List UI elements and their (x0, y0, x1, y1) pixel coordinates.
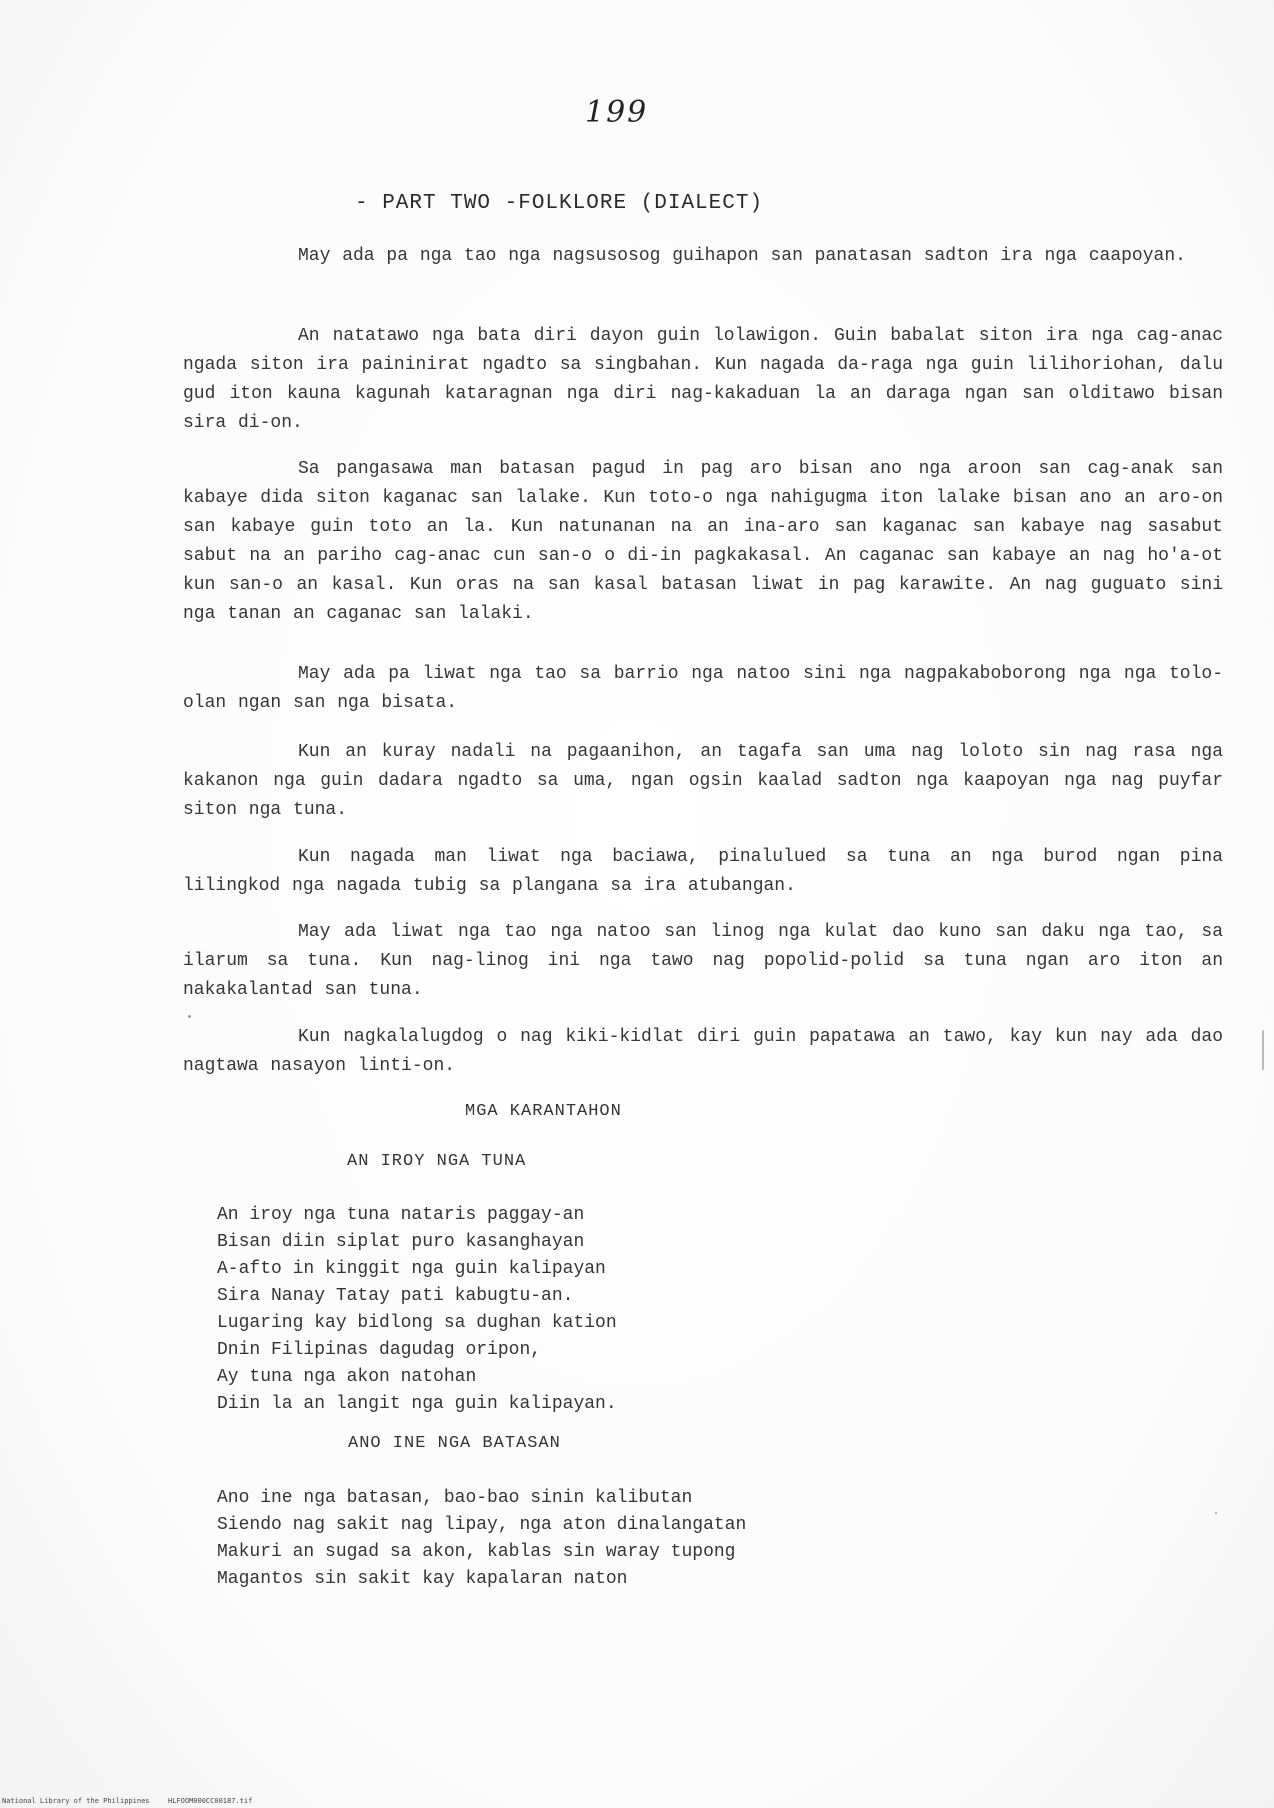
song-lyrics (217, 1202, 617, 1418)
lyric-line: Siendo nag sakit nag lipay, nga aton dinalangatan (217, 1515, 747, 1535)
paragraph: Kun an kuray nadali na pagaanihon, an tagafa san uma nag loloto sin nag rasa nga kakanon nga guin dadara ngadto sa uma, ngan ogsin kaalad sadton nga kaapoyan nga nag puyfar siton nga tuna. (183, 742, 1223, 820)
song-title: ANO INE NGA BATASAN (348, 1434, 561, 1453)
paragraph: Sa pangasawa man batasan pagud in pag aro bisan ano nga aroon san cag-anak san kabaye dida siton kaganac san lalake. Kun toto-o nga nahigugma iton lalake bisan ano an aro-on san kabaye guin toto an la. Kun natunanan na an ina-aro san kaganac san kabaye nag sasabut sabut na an pariho cag-anac cun san-o o di-in pagkakasal. An caganac san kabaye an nag ho'a-ot kun san-o an kasal. Kun oras na san kasal batasan liwat in pag karawite. An nag guguato sini nga tanan an caganac san lalaki. (183, 459, 1223, 624)
lyric-line: Magantos sin sakit kay kapalaran naton (217, 1569, 628, 1589)
scan-speck (188, 1015, 191, 1018)
lyric-line: An iroy nga tuna nataris paggay-an (217, 1205, 585, 1225)
page-number: 199 (585, 95, 649, 130)
song-title: AN IROY NGA TUNA (347, 1152, 527, 1171)
scan-speck (1215, 1512, 1217, 1514)
lyric-line: Sira Nanay Tatay pati kabugtu-an. (217, 1286, 574, 1306)
footer-file-id: HLFOOM000CC00187.tif (168, 1797, 253, 1805)
lyric-line: Ay tuna nga akon natohan (217, 1367, 477, 1387)
song-lyrics (217, 1485, 746, 1593)
paragraph: May ada pa liwat nga tao sa barrio nga natoo sini nga nagpakaboborong nga nga tolo-olan ngan san nga bisata. (183, 664, 1223, 713)
paragraph: An natatawo nga bata diri dayon guin lolawigon. Guin babalat siton ira nga cag-anac ngada siton ira paininirat ngadto sa singbahan. Kun nagada da-raga nga guin lilihoriohan, dalu gud iton kauna kagunah kataragnan nga diri nag-kakaduan la an daraga ngan san olditawo bisan sira di-on. (183, 326, 1223, 433)
lyric-line: Diin la an langit nga guin kalipayan. (217, 1394, 617, 1414)
lyric-line: Dnin Filipinas dagudag oripon, (217, 1340, 542, 1360)
paragraph: Kun nagada man liwat nga baciawa, pinalulued sa tuna an nga burod ngan pina lilingkod nga nagada tubig sa plangana sa ira atubangan. (183, 847, 1223, 896)
page-heading: - PART TWO -FOLKLORE (DIALECT) (355, 192, 764, 215)
lyric-line: Bisan diin siplat puro kasanghayan (217, 1232, 585, 1252)
lyric-line: Makuri an sugad sa akon, kablas sin waray tupong (217, 1542, 736, 1562)
paragraph: May ada pa nga tao nga nagsusosog guihapon san panatasan sadton ira nga caapoyan. (298, 246, 1186, 266)
paragraph: May ada liwat nga tao nga natoo san linog nga kulat dao kuno san daku nga tao, sa ilarum sa tuna. Kun nag-linog ini nga tawo nag popolid-polid sa tuna ngan aro iton an nakakalantad san tuna. (183, 922, 1223, 1000)
section-title: MGA KARANTAHON (465, 1102, 622, 1121)
lyric-line: Lugaring kay bidlong sa dughan kation (217, 1313, 617, 1333)
lyric-line: A-afto in kinggit nga guin kalipayan (217, 1259, 606, 1279)
paragraph: Kun nagkalalugdog o nag kiki-kidlat diri guin papatawa an tawo, kay kun nay ada dao nagtawa nasayon linti-on. (183, 1027, 1223, 1076)
lyric-line: Ano ine nga batasan, bao-bao sinin kalibutan (217, 1488, 693, 1508)
scan-edge-mark (1262, 1030, 1264, 1070)
footer-library: National Library of the Philippines (2, 1797, 150, 1805)
